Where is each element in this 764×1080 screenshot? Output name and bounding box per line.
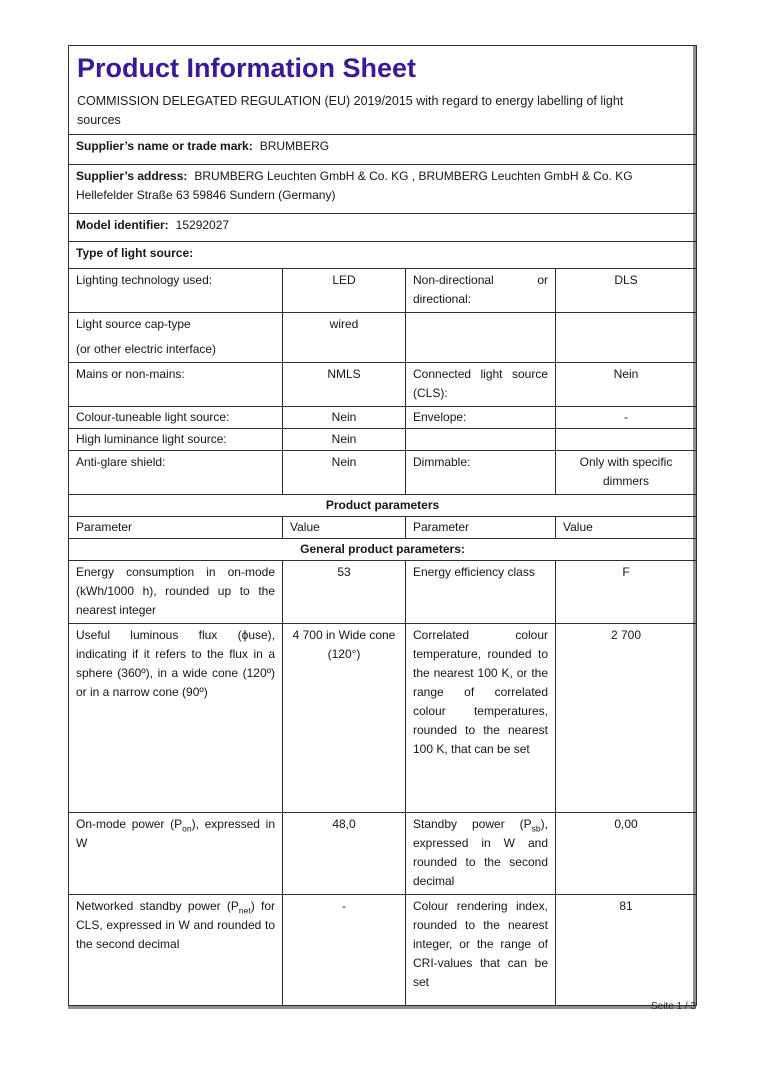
supplier-name-row (69, 135, 697, 165)
param-value-cell: F (556, 561, 697, 624)
column-header-value: Value (283, 517, 406, 539)
param-row (69, 813, 697, 895)
spec-value-cell (556, 313, 697, 363)
spec-value-cell: Nein (283, 451, 406, 495)
param-label-cell: Energy consumption in on-mode (kWh/1000 h), rounded up to the nearest integer (69, 561, 283, 624)
param-label-cell: Correlated colour temperature, rounded to the nearest 100 K, or the range of correlated colour temperatures, rounded to the nearest 100 K, that can be set (406, 624, 556, 813)
param-row (69, 561, 697, 624)
param-row (69, 895, 697, 1006)
param-value-cell: 4 700 in Wide cone (120°) (283, 624, 406, 813)
product-parameters-header: Product parameters (69, 495, 697, 517)
type-of-light-source-cell (69, 242, 697, 269)
param-label-cell (69, 895, 283, 1006)
param-value-cell: 2 700 (556, 624, 697, 813)
spec-value-cell: DLS (556, 269, 697, 313)
param-label-text: ) for CLS, expressed in W and rounded to the second decimal (76, 899, 275, 951)
model-identifier-row (69, 214, 697, 242)
supplier-name-cell (69, 135, 697, 165)
param-label-text: ), expressed in W (76, 817, 276, 850)
title-cell (69, 46, 697, 135)
spec-value-cell: - (556, 407, 697, 429)
page-title: Product Information Sheet (77, 53, 417, 83)
param-label-text: On-mode power (P (76, 817, 183, 831)
model-identifier-label: Model identifier: (76, 218, 169, 232)
spec-parameter-cell (69, 313, 283, 363)
param-value-cell: - (283, 895, 406, 1006)
spec-value-cell (556, 429, 697, 451)
supplier-address-label: Supplier’s address: (76, 169, 188, 183)
param-label-cell (406, 813, 556, 895)
spec-parameter-cell: Mains or non-mains: (69, 363, 283, 407)
spec-parameter-cell: Non-directional or directional: (406, 269, 556, 313)
regulation-text: COMMISSION DELEGATED REGULATION (EU) 2019/2015 with regard to energy labelling of light sources (77, 94, 624, 127)
model-identifier-cell (69, 214, 697, 242)
supplier-address-value: BRUMBERG Leuchten GmbH & Co. KG , BRUMBERG Leuchten GmbH & Co. KG Hellefelder Straße 63 59846 Sundern (Germany) (76, 169, 633, 202)
type-of-light-source-row (69, 242, 697, 269)
spec-row (69, 407, 697, 429)
spec-value-cell: Nein (283, 429, 406, 451)
param-value-cell: 53 (283, 561, 406, 624)
general-product-parameters-header: General product parameters: (69, 539, 697, 561)
column-header-parameter: Parameter (69, 517, 283, 539)
param-label-text: Networked standby power (P (76, 899, 239, 913)
spec-row (69, 313, 697, 363)
column-header-value: Value (556, 517, 697, 539)
spec-value-cell: wired (283, 313, 406, 363)
param-label-text: Standby power (P (413, 817, 532, 831)
section-header-row (69, 539, 697, 561)
spec-row (69, 269, 697, 313)
spec-value-cell: Nein (283, 407, 406, 429)
supplier-address-cell (69, 165, 697, 214)
spec-row (69, 429, 697, 451)
spec-parameter-cell: Anti-glare shield: (69, 451, 283, 495)
param-value-cell: 81 (556, 895, 697, 1006)
page-number: Seite 1 / 3 (650, 1001, 696, 1012)
column-header-parameter: Parameter (406, 517, 556, 539)
spec-parameter-cell: Lighting technology used: (69, 269, 283, 313)
param-label-cell: Colour rendering index, rounded to the nearest integer, or the range of CRI-values that can be set (406, 895, 556, 1006)
cap-type-line1: Light source cap-type (76, 317, 191, 331)
param-label-cell: Energy efficiency class (406, 561, 556, 624)
param-label-cell: Useful luminous flux (ϕuse), indicating if it refers to the flux in a sphere (360º), in a wide cone (120º) or in a narrow cone (90º) (69, 624, 283, 813)
title-row (69, 46, 697, 135)
subscript-net: net (238, 905, 251, 916)
spec-parameter-cell: Envelope: (406, 407, 556, 429)
param-label-text: ), expressed in W and rounded to the second decimal (413, 817, 548, 888)
model-identifier-value: 15292027 (175, 218, 230, 232)
subscript-sb: sb (531, 823, 541, 834)
supplier-name-label: Supplier’s name or trade mark: (76, 139, 253, 153)
spec-value-cell: NMLS (283, 363, 406, 407)
spec-parameter-cell: Colour-tuneable light source: (69, 407, 283, 429)
spec-parameter-cell: High luminance light source: (69, 429, 283, 451)
spec-parameter-cell (406, 429, 556, 451)
section-header-row (69, 495, 697, 517)
spec-value-cell: Only with specific dimmers (556, 451, 697, 495)
spec-value-cell: Nein (556, 363, 697, 407)
subscript-on: on (182, 823, 192, 834)
spec-parameter-cell: Dimmable: (406, 451, 556, 495)
param-label-cell (69, 813, 283, 895)
spec-row (69, 451, 697, 495)
param-value-cell: 48,0 (283, 813, 406, 895)
type-of-light-source-label: Type of light source: (76, 246, 194, 260)
param-value-cell: 0,00 (556, 813, 697, 895)
spec-value-cell: LED (283, 269, 406, 313)
param-row (69, 624, 697, 813)
supplier-address-row (69, 165, 697, 214)
column-header-row (69, 517, 697, 539)
spec-parameter-cell: Connected light source (CLS): (406, 363, 556, 407)
product-info-table (68, 45, 696, 1009)
spec-row (69, 363, 697, 407)
cap-type-line2: (or other electric interface) (76, 342, 217, 356)
spec-parameter-cell (406, 313, 556, 363)
supplier-name-value: BRUMBERG (259, 139, 330, 153)
